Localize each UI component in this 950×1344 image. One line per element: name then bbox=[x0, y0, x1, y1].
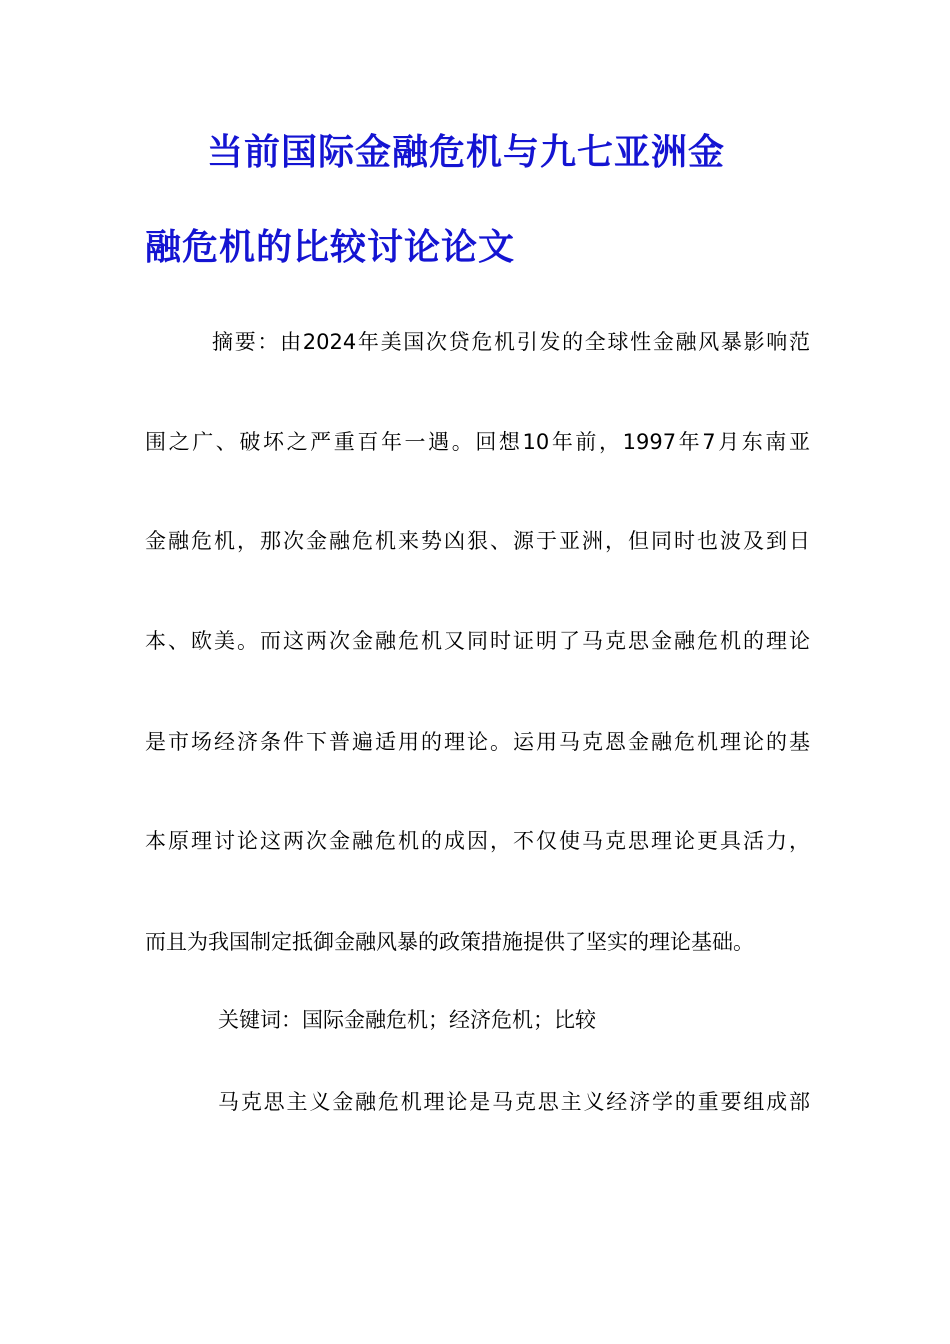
document-title-line-2: 融危机的比较讨论论文 bbox=[145, 227, 516, 268]
abstract-line-2: 围之广、破坏之严重百年一遇。回想10年前，1997年7月东南亚 bbox=[145, 430, 810, 454]
keywords-line: 关键词：国际金融危机；经济危机；比较 bbox=[218, 1008, 596, 1032]
abstract-line-1: 摘要：由2024年美国次贷危机引发的全球性金融风暴影响范 bbox=[212, 330, 810, 354]
abstract-line-5: 是市场经济条件下普遍适用的理论。运用马克恩金融危机理论的基 bbox=[145, 730, 810, 754]
body-paragraph-start: 马克思主义金融危机理论是马克思主义经济学的重要组成部 bbox=[218, 1090, 810, 1114]
abstract-line-7: 而且为我国制定抵御金融风暴的政策措施提供了坚实的理论基础。 bbox=[145, 930, 754, 954]
abstract-line-4: 本、欧美。而这两次金融危机又同时证明了马克思金融危机的理论 bbox=[145, 629, 810, 653]
abstract-line-6: 本原理讨论这两次金融危机的成因，不仅使马克思理论更具活力， bbox=[145, 829, 810, 853]
document-title-line-1: 当前国际金融危机与九七亚洲金 bbox=[207, 132, 726, 173]
abstract-line-3: 金融危机，那次金融危机来势凶狠、源于亚洲，但同时也波及到日 bbox=[145, 529, 810, 553]
